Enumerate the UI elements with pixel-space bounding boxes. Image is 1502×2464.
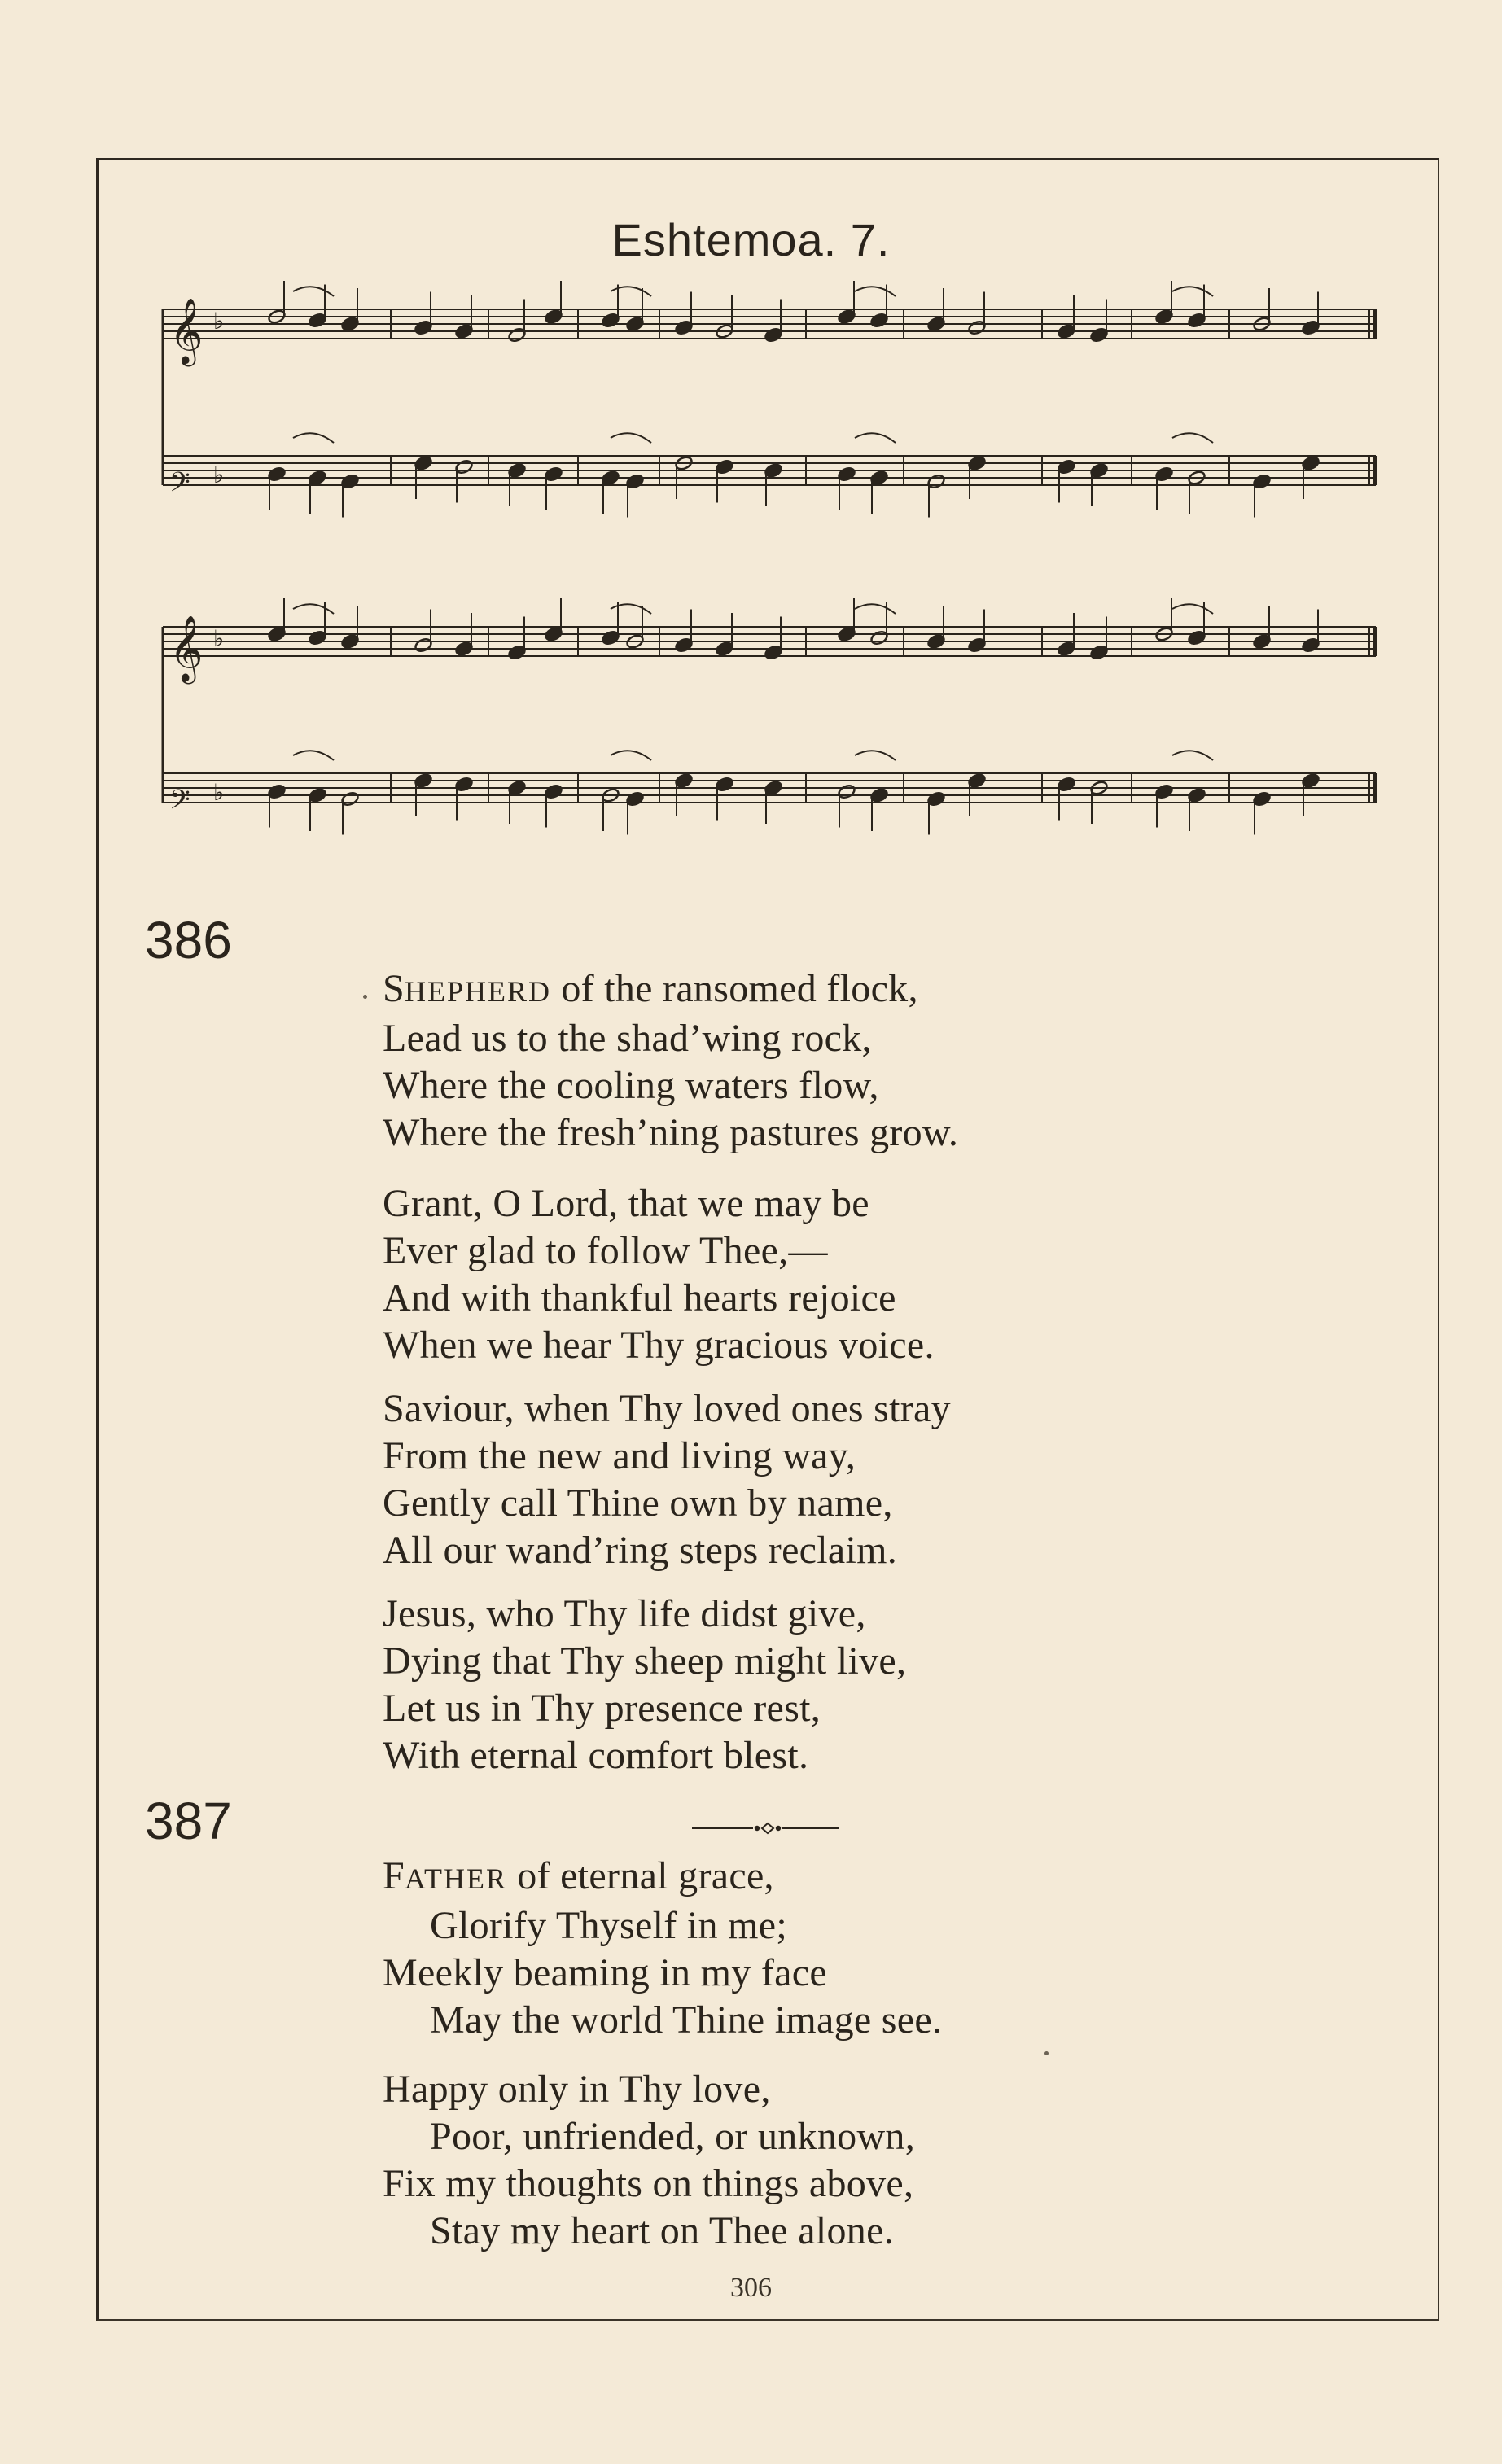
- bass-clef-icon: 𝄢: [169, 785, 190, 822]
- verse-line: Dying that Thy sheep might live,: [383, 1639, 907, 1683]
- verse-line: Happy only in Thy love,: [383, 2068, 771, 2111]
- small-caps-first-word: FATHER: [383, 1854, 507, 1897]
- slur-mark: [855, 604, 896, 614]
- verse-line: May the world Thine image see.: [430, 1998, 943, 2042]
- verse-line: FATHER of eternal grace,: [383, 1854, 774, 1897]
- slur-mark: [855, 287, 896, 296]
- hymn-386-stanza-1: [383, 965, 1360, 1157]
- bass-clef-icon: 𝄢: [169, 467, 190, 505]
- hymn-number-387: 387: [145, 1792, 232, 1850]
- flat-sign-icon: ♭: [213, 779, 225, 806]
- print-speck: [363, 995, 367, 999]
- tune-title: Eshtemoa. 7.: [611, 214, 891, 265]
- music-score: [155, 269, 1392, 871]
- verse-line: And with thankful hearts rejoice: [383, 1276, 896, 1320]
- verse-line: Lead us to the shad’wing rock,: [383, 1017, 872, 1060]
- small-caps-first-word: SHEPHERD: [383, 967, 552, 1010]
- slur-mark: [293, 604, 334, 614]
- final-bar: [1373, 309, 1377, 339]
- verse-line: Fix my thoughts on things above,: [383, 2162, 914, 2205]
- slur-mark: [855, 433, 896, 443]
- slur-mark: [1172, 287, 1213, 296]
- treble-clef-icon: 𝄞: [169, 615, 204, 681]
- slur-mark: [1172, 433, 1213, 443]
- verse-line: When we hear Thy gracious voice.: [383, 1324, 935, 1367]
- verse-line: All our wand’ring steps reclaim.: [383, 1529, 898, 1572]
- slur-mark: [611, 287, 651, 296]
- slur-mark: [293, 287, 334, 296]
- verse-line: Saviour, when Thy loved ones stray: [383, 1387, 951, 1430]
- hymn-386-stanza-2: [383, 1180, 1360, 1369]
- verse-line: Jesus, who Thy life didst give,: [383, 1592, 866, 1635]
- hymn-number-386: 386: [145, 911, 232, 969]
- verse-line: Where the cooling waters flow,: [383, 1064, 879, 1107]
- verse-line: Where the fresh’ning pastures grow.: [383, 1111, 959, 1154]
- verse-line: Ever glad to follow Thee,—: [383, 1229, 828, 1272]
- slur-mark: [611, 751, 651, 760]
- print-speck: [1044, 2051, 1049, 2055]
- slur-mark: [611, 604, 651, 614]
- verse-line: Let us in Thy presence rest,: [383, 1687, 821, 1730]
- final-bar: [1373, 456, 1377, 485]
- final-bar: [1373, 773, 1377, 803]
- verse-line: Gently call Thine own by name,: [383, 1481, 893, 1525]
- verse-line: Grant, O Lord, that we may be: [383, 1182, 869, 1225]
- flat-sign-icon: ♭: [213, 625, 225, 652]
- hymn-387-stanza-1: [383, 1853, 1360, 2044]
- verse-line: From the new and living way,: [383, 1434, 856, 1477]
- hymn-386-stanza-4: [383, 1591, 1360, 1779]
- verse-line: Poor, unfriended, or unknown,: [430, 2115, 916, 2158]
- slur-mark: [855, 751, 896, 760]
- hymn-387-stanza-2: [383, 2066, 1360, 2255]
- slur-mark: [293, 433, 334, 443]
- verse-line: SHEPHERD of the ransomed flock,: [383, 967, 918, 1010]
- verse-line: Glorify Thyself in me;: [430, 1904, 787, 1947]
- treble-clef-icon: 𝄞: [169, 297, 204, 364]
- verse-line: Stay my heart on Thee alone.: [430, 2209, 895, 2252]
- slur-mark: [293, 751, 334, 760]
- flat-sign-icon: ♭: [213, 462, 225, 488]
- verse-line: Meekly beaming in my face: [383, 1951, 827, 1994]
- slur-mark: [1172, 604, 1213, 614]
- ornament-divider-icon: [692, 1818, 839, 1838]
- page-number: 306: [730, 2273, 772, 2303]
- verse-line: With eternal comfort blest.: [383, 1734, 809, 1777]
- hymn-386-stanza-3: [383, 1385, 1360, 1574]
- slur-mark: [611, 433, 651, 443]
- flat-sign-icon: ♭: [213, 308, 225, 335]
- final-bar: [1373, 627, 1377, 656]
- slur-mark: [1172, 751, 1213, 760]
